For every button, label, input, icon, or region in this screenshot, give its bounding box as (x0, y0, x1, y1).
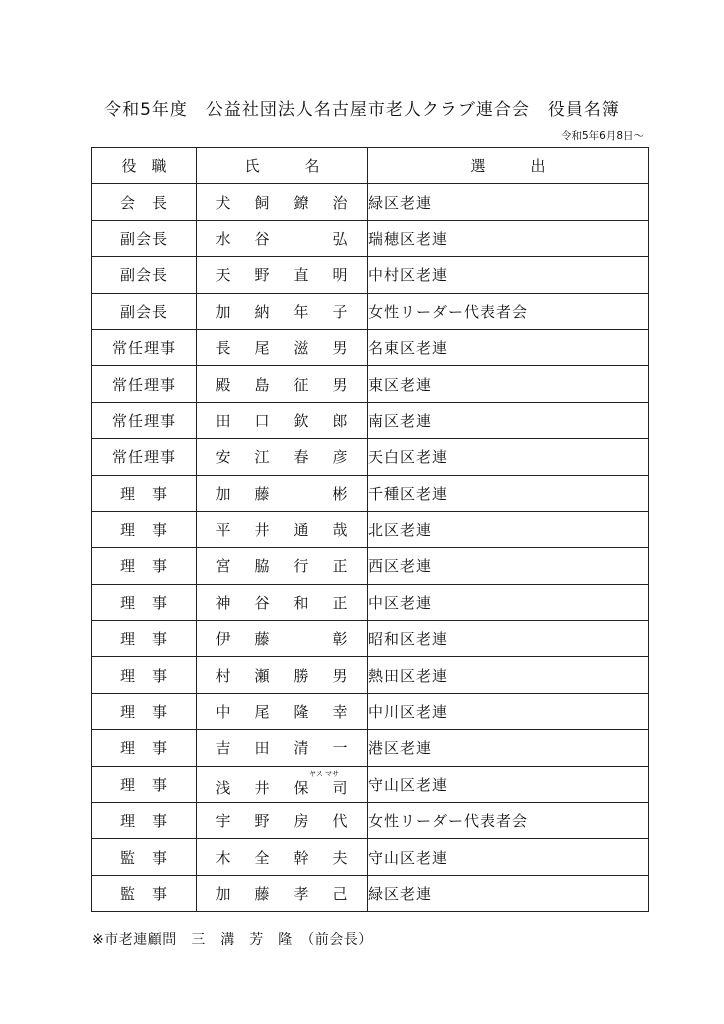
name-char: 隆 (293, 703, 309, 722)
name-char: 水 (215, 229, 231, 248)
officer-role: 理 事 (92, 766, 197, 802)
name-char (293, 483, 309, 504)
name-char: 木 (215, 848, 231, 867)
name-char: 殿 (215, 375, 231, 394)
name-char: 脇 (254, 557, 270, 576)
header-selection: 選 出 (368, 148, 649, 184)
name-char: 谷 (254, 229, 270, 248)
name-char: 男 (332, 666, 348, 685)
officer-selection: 千種区老連 (368, 475, 649, 511)
officer-role: 常任理事 (92, 366, 197, 402)
name-char: 島 (254, 375, 270, 394)
name-char: 平 (215, 521, 231, 540)
officer-selection: 名東区老連 (368, 329, 649, 365)
furigana-reading: マサ (325, 769, 339, 778)
name-char: 保 (293, 778, 309, 797)
document-title: 令和5年度 公益社団法人名古屋市老人クラブ連合会 役員名簿 (104, 100, 620, 120)
officer-selection: 瑞穂区老連 (368, 220, 649, 256)
officer-role: 監 事 (92, 875, 197, 911)
officer-name (197, 730, 368, 766)
officer-name (197, 439, 368, 475)
table-row (92, 657, 649, 693)
name-char: 安 (215, 448, 231, 467)
table-row (92, 693, 649, 729)
officer-selection: 中川区老連 (368, 693, 649, 729)
name-char: 藤 (254, 484, 270, 503)
officer-role: 理 事 (92, 548, 197, 584)
officer-role: 理 事 (92, 621, 197, 657)
name-char: 全 (254, 848, 270, 867)
header-role: 役 職 (92, 148, 197, 184)
name-char: 谷 (254, 593, 270, 612)
table-row (92, 475, 649, 511)
name-char: 田 (215, 411, 231, 430)
officer-selection: 南区老連 (368, 402, 649, 438)
officer-name (197, 475, 368, 511)
officer-role: 常任理事 (92, 402, 197, 438)
name-char: 征 (293, 375, 309, 394)
name-char (293, 228, 309, 249)
name-char: 藤 (254, 630, 270, 649)
officer-name (197, 402, 368, 438)
officer-selection: 中村区老連 (368, 257, 649, 293)
name-char: 口 (254, 411, 270, 430)
name-char: 彬 (332, 484, 348, 503)
officer-name (197, 511, 368, 547)
furigana-reading: ヤス (309, 769, 323, 778)
name-char: 男 (332, 375, 348, 394)
name-char: 宮 (215, 557, 231, 576)
officer-selection: 天白区老連 (368, 439, 649, 475)
officer-roster-table (91, 147, 649, 912)
name-char: 藤 (254, 885, 270, 903)
name-char: 年 (293, 302, 309, 321)
table-row (92, 839, 649, 875)
name-char: 清 (293, 739, 309, 758)
name-char: 男 (332, 339, 348, 358)
table-row (92, 584, 649, 620)
table-row (92, 548, 649, 584)
name-char: 明 (332, 266, 348, 285)
officer-role: 理 事 (92, 475, 197, 511)
officer-role: 会 長 (92, 184, 197, 220)
officer-selection: 守山区老連 (368, 766, 649, 802)
name-char (293, 628, 309, 649)
name-char: 村 (215, 666, 231, 685)
officer-name (197, 257, 368, 293)
name-char: 犬 (215, 193, 231, 212)
officer-selection: 熱田区老連 (368, 657, 649, 693)
name-char: 井 (254, 521, 270, 540)
officer-name (197, 875, 368, 911)
name-char: 春 (293, 448, 309, 467)
table-row (92, 803, 649, 839)
table-row (92, 220, 649, 256)
name-char: 加 (215, 885, 231, 903)
name-char: 長 (215, 339, 231, 358)
name-char: 子 (332, 302, 348, 321)
name-char: 幹 (293, 848, 309, 867)
officer-role: 理 事 (92, 730, 197, 766)
name-char: 飼 (254, 193, 270, 212)
officer-selection: 昭和区老連 (368, 621, 649, 657)
name-char: 尾 (254, 339, 270, 358)
name-char: 田 (254, 739, 270, 758)
name-char: 通 (293, 521, 309, 540)
officer-name (197, 657, 368, 693)
officer-role: 常任理事 (92, 329, 197, 365)
table-row (92, 766, 649, 802)
officer-role: 常任理事 (92, 439, 197, 475)
name-char: 弘 (332, 229, 348, 248)
table-row (92, 730, 649, 766)
officer-selection: 港区老連 (368, 730, 649, 766)
name-char: 中 (215, 703, 231, 722)
officer-role: 理 事 (92, 657, 197, 693)
name-char: 野 (254, 266, 270, 285)
officer-role: 理 事 (92, 693, 197, 729)
name-char: 井 (254, 778, 270, 797)
name-char: 哉 (332, 521, 348, 540)
name-char: 天 (215, 266, 231, 285)
officer-name (197, 693, 368, 729)
officer-selection: 緑区老連 (368, 875, 649, 911)
officer-role: 理 事 (92, 803, 197, 839)
table-row (92, 402, 649, 438)
name-char: 彰 (332, 630, 348, 649)
name-char: 浅 (215, 778, 231, 797)
officer-name (197, 293, 368, 329)
officer-selection: 東区老連 (368, 366, 649, 402)
officer-name (197, 220, 368, 256)
officer-selection: 守山区老連 (368, 839, 649, 875)
officer-role: 理 事 (92, 584, 197, 620)
officer-name (197, 548, 368, 584)
name-char: 鐐 (293, 193, 309, 212)
name-char: 正 (332, 557, 348, 576)
officer-name (197, 329, 368, 365)
table-row (92, 439, 649, 475)
name-char: 納 (254, 302, 270, 321)
officer-selection: 中区老連 (368, 584, 649, 620)
name-char: 治 (332, 193, 348, 212)
table-row (92, 621, 649, 657)
advisor-note: ※市老連顧問 三 溝 芳 隆 （前会長） (92, 932, 373, 948)
name-char: 伊 (215, 630, 231, 649)
name-char: 己 (332, 885, 348, 903)
officer-selection: 緑区老連 (368, 184, 649, 220)
officer-role: 副会長 (92, 293, 197, 329)
table-row (92, 257, 649, 293)
table-row (92, 875, 649, 911)
name-char: 吉 (215, 739, 231, 758)
effective-date: 令和5年6月8日～ (560, 130, 644, 142)
roster-body (92, 184, 649, 912)
table-header-row (92, 148, 649, 184)
officer-name (197, 766, 368, 802)
name-char: 宇 (215, 812, 231, 831)
table-row (92, 329, 649, 365)
officer-role: 副会長 (92, 257, 197, 293)
header-name: 氏 名 (197, 148, 368, 184)
name-char: 江 (254, 448, 270, 467)
name-char: 神 (215, 593, 231, 612)
officer-selection: 西区老連 (368, 548, 649, 584)
name-char: 代 (332, 812, 348, 831)
officer-name (197, 366, 368, 402)
name-char: 尾 (254, 703, 270, 722)
officer-role: 監 事 (92, 839, 197, 875)
name-char: 夫 (332, 848, 348, 867)
name-char: 勝 (293, 666, 309, 685)
officer-selection: 女性リーダー代表者会 (368, 293, 649, 329)
officer-name (197, 184, 368, 220)
name-char: 房 (293, 812, 309, 831)
name-char: 郎 (332, 411, 348, 430)
officer-role: 副会長 (92, 220, 197, 256)
table-row (92, 366, 649, 402)
name-char: 行 (293, 557, 309, 576)
officer-selection: 女性リーダー代表者会 (368, 803, 649, 839)
name-char: 加 (215, 302, 231, 321)
name-char: 和 (293, 593, 309, 612)
officer-role: 理 事 (92, 511, 197, 547)
name-char: 滋 (293, 339, 309, 358)
name-char: 幸 (332, 703, 348, 722)
name-char: 司 (332, 778, 348, 797)
officer-selection: 北区老連 (368, 511, 649, 547)
officer-name (197, 621, 368, 657)
name-char: 野 (254, 812, 270, 831)
name-char: 加 (215, 484, 231, 503)
officer-name (197, 584, 368, 620)
table-row (92, 184, 649, 220)
name-char: 孝 (293, 885, 309, 903)
name-char: 欽 (293, 411, 309, 430)
name-char: 瀬 (254, 666, 270, 685)
table-row (92, 293, 649, 329)
name-char: 直 (293, 266, 309, 285)
name-char: 一 (332, 739, 348, 758)
officer-name (197, 803, 368, 839)
officer-name (197, 839, 368, 875)
table-row (92, 511, 649, 547)
name-char: 彦 (332, 448, 348, 467)
name-char: 正 (332, 593, 348, 612)
